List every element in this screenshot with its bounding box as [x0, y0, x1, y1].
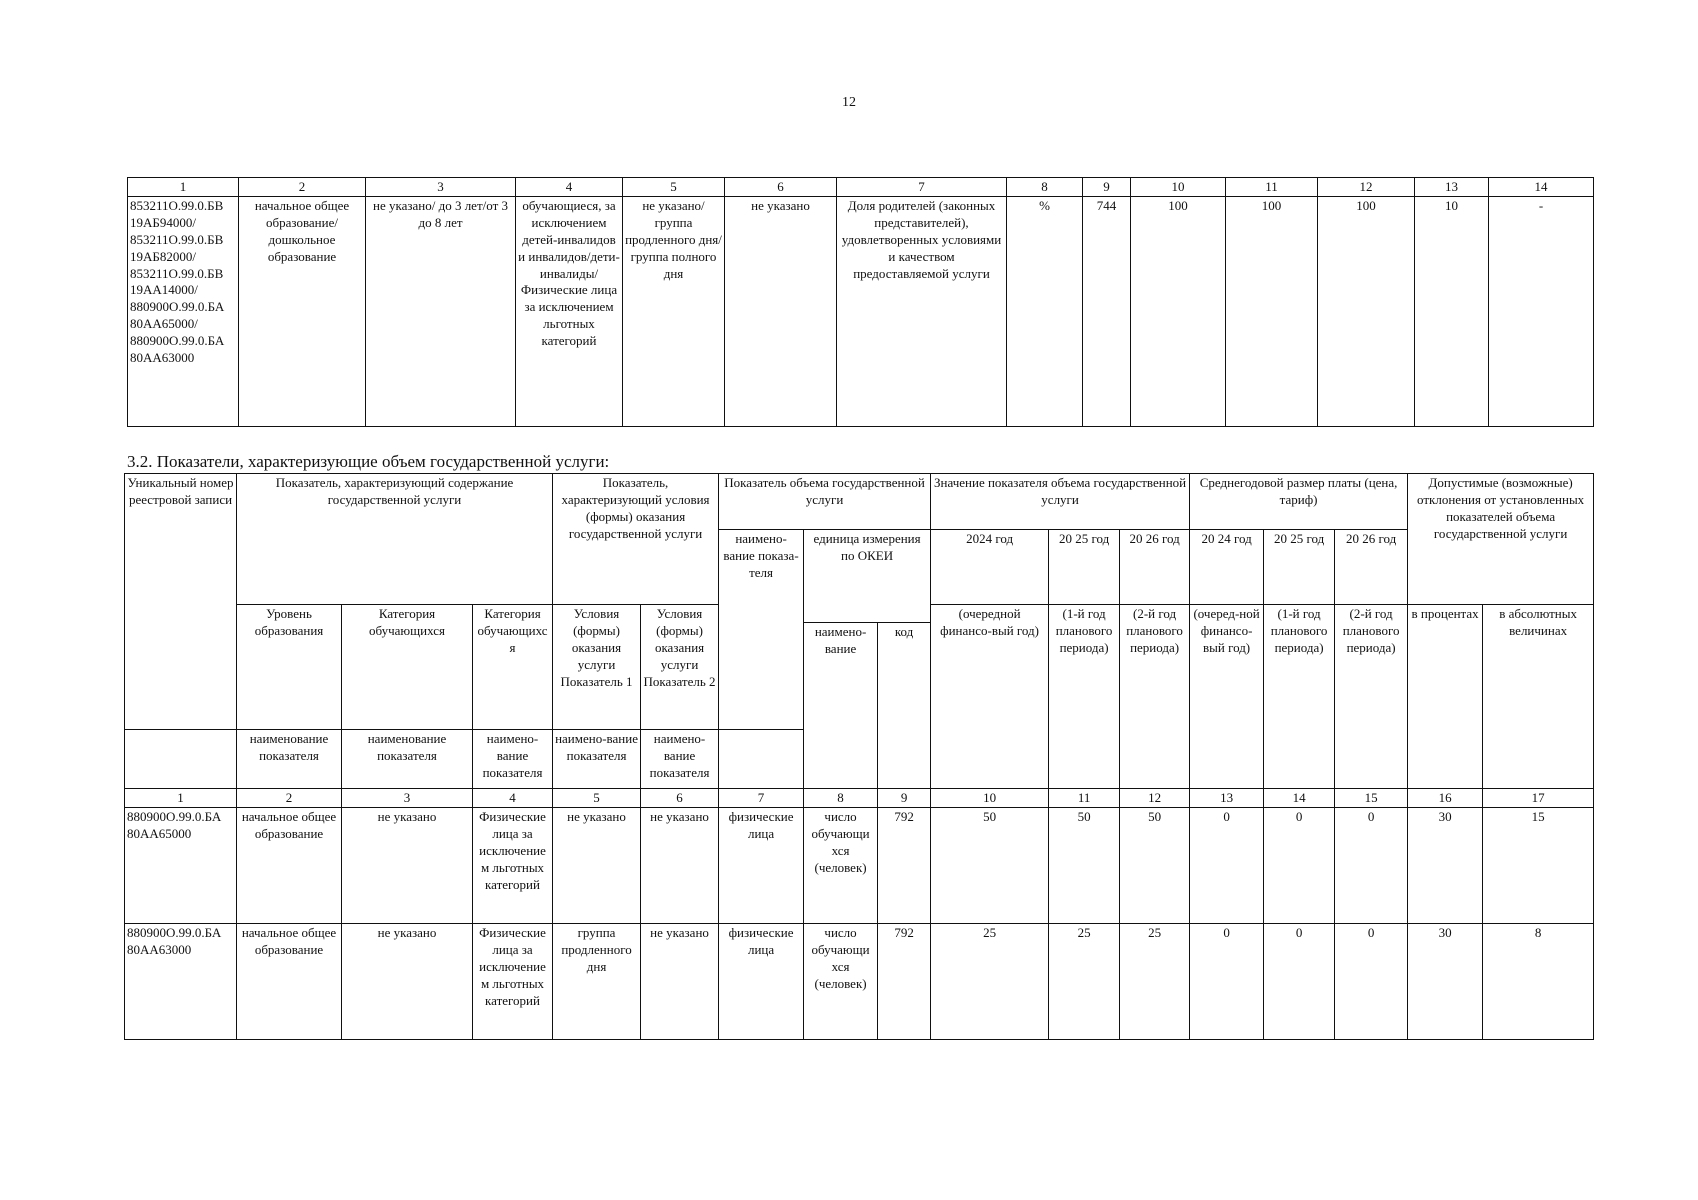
value-cell: 100 [1131, 197, 1226, 427]
header-unit-okei: единица измерения по ОКЕИ [804, 530, 931, 623]
condition-1: не указано [553, 808, 641, 924]
col-num: 10 [1131, 178, 1226, 197]
header-avg-fee: Среднегодовой размер платы (цена, тариф) [1190, 474, 1408, 530]
header-name-ind-6: наимено-вание показателя [641, 730, 719, 789]
col-num: 7 [719, 789, 804, 808]
col-num: 14 [1264, 789, 1335, 808]
col-num: 12 [1120, 789, 1190, 808]
value-cell: 50 [931, 808, 1049, 924]
col-num: 4 [473, 789, 553, 808]
registry-number: 853211О.99.0.БВ 19АБ94000/ 853211О.99.0.БВ 19АБ82000/ 853211О.99.0.БВ 19АА14000/ 880900О.99.0.БА 80АА65000/ 880900О.99.0.БА 80АА63000 [128, 197, 239, 427]
column-number-row [125, 789, 1594, 808]
value-cell: 100 [1318, 197, 1415, 427]
header-registry: Уникальный номер реестровой записи [125, 474, 237, 730]
header-conditions-indicator: Показатель, характеризующий условия (формы) оказания государственной услуги [553, 474, 719, 605]
header-name-ind-2: наименование показателя [237, 730, 342, 789]
header-category1: Категория обучающихся [342, 605, 473, 730]
unit-name: число обучающи хся (человек) [804, 924, 878, 1040]
header-plan1: (1-й год планового периода) [1049, 605, 1120, 789]
col-num: 17 [1483, 789, 1594, 808]
col-num: 11 [1226, 178, 1318, 197]
value-cell: 15 [1483, 808, 1594, 924]
indicator-name: Доля родителей (законных представителей), удовлетворенных условиями и качеством предоставляемой услуги [837, 197, 1007, 427]
table-row [125, 924, 1594, 1040]
table-row [128, 197, 1594, 427]
header-year-2026: 20 26 год [1120, 530, 1190, 605]
education-level: начальное общее образование/ дошкольное образование [239, 197, 366, 427]
unit-name: число обучающи хся (человек) [804, 808, 878, 924]
col-num: 9 [878, 789, 931, 808]
header-name-ind-4: наимено-вание показателя [473, 730, 553, 789]
section-title: 3.2. Показатели, характеризующие объем государственной услуги: [127, 452, 610, 471]
col-num: 5 [553, 789, 641, 808]
value-cell: 30 [1408, 924, 1483, 1040]
header-empty [125, 730, 237, 789]
col-num: 2 [237, 789, 342, 808]
condition-1: группа продленного дня [553, 924, 641, 1040]
condition-2: не указано [641, 808, 719, 924]
header-cond2: Условия (формы) оказания услуги Показатель 2 [641, 605, 719, 730]
header-plan2: (2-й год планового периода) [1120, 605, 1190, 789]
col-num: 13 [1190, 789, 1264, 808]
col-num: 12 [1318, 178, 1415, 197]
table-row [125, 808, 1594, 924]
header-content-indicator: Показатель, характеризующий содержание государственной услуги [237, 474, 553, 605]
cell-col6: не указано [725, 197, 837, 427]
group-type: не указано/ группа продленного дня/ группа полного дня [623, 197, 725, 427]
col-num: 1 [128, 178, 239, 197]
education-level: начальное общее образование [237, 808, 342, 924]
header-volume-value: Значение показателя объема государственной услуги [931, 474, 1190, 530]
col-num: 5 [623, 178, 725, 197]
header-deviations: Допустимые (возможные) отклонения от установленных показателей объема государственной услуги [1408, 474, 1594, 605]
col-num: 10 [931, 789, 1049, 808]
value-cell: 0 [1190, 924, 1264, 1040]
value-cell: 100 [1226, 197, 1318, 427]
category-1: не указано [342, 924, 473, 1040]
header-name-ind-5: наимено-вание показателя [553, 730, 641, 789]
header-category2: Категория обучающихся [473, 605, 553, 730]
registry-number: 880900О.99.0.БА 80АА63000 [125, 924, 237, 1040]
age-group: не указано/ до 3 лет/от 3 до 8 лет [366, 197, 516, 427]
col-num: 14 [1489, 178, 1594, 197]
value-cell: 25 [1120, 924, 1190, 1040]
col-num: 6 [641, 789, 719, 808]
header-unit-name: наимено-вание [804, 623, 878, 789]
value-cell: 0 [1264, 924, 1335, 1040]
header-plan1-b: (1-й год планового периода) [1264, 605, 1335, 789]
header-cond1: Условия (формы) оказания услуги Показатель 1 [553, 605, 641, 730]
col-num: 8 [804, 789, 878, 808]
okei-code: 744 [1083, 197, 1131, 427]
header-in-percent: в процентах [1408, 605, 1483, 789]
volume-indicators-table [124, 473, 1594, 1040]
header-year-2025b: 20 25 год [1264, 530, 1335, 605]
col-num: 9 [1083, 178, 1131, 197]
col-num: 8 [1007, 178, 1083, 197]
value-cell: 0 [1190, 808, 1264, 924]
col-num: 3 [366, 178, 516, 197]
unit-name: % [1007, 197, 1083, 427]
value-cell: 0 [1264, 808, 1335, 924]
value-cell: 0 [1335, 808, 1408, 924]
col-num: 7 [837, 178, 1007, 197]
value-cell: 8 [1483, 924, 1594, 1040]
value-cell: - [1489, 197, 1594, 427]
header-name-ind-3: наименование показателя [342, 730, 473, 789]
col-num: 3 [342, 789, 473, 808]
value-cell: 50 [1120, 808, 1190, 924]
header-in-absolute: в абсолютных величинах [1483, 605, 1594, 789]
condition-2: не указано [641, 924, 719, 1040]
page-number: 12 [842, 95, 856, 110]
col-num: 16 [1408, 789, 1483, 808]
col-num: 2 [239, 178, 366, 197]
header-plan2-b: (2-й год планового периода) [1335, 605, 1408, 789]
header-unit-code: код [878, 623, 931, 789]
category-2: Физические лица за исключение м льготных категорий [473, 808, 553, 924]
col-num: 11 [1049, 789, 1120, 808]
header-year-2025: 20 25 год [1049, 530, 1120, 605]
category-1: не указано [342, 808, 473, 924]
value-cell: 10 [1415, 197, 1489, 427]
indicator-name: физические лица [719, 808, 804, 924]
education-level: начальное общее образование [237, 924, 342, 1040]
col-num: 4 [516, 178, 623, 197]
value-cell: 25 [1049, 924, 1120, 1040]
unit-code: 792 [878, 808, 931, 924]
category-2: Физические лица за исключение м льготных категорий [473, 924, 553, 1040]
col-num: 1 [125, 789, 237, 808]
unit-code: 792 [878, 924, 931, 1040]
col-num: 15 [1335, 789, 1408, 808]
header-indicator-name: наимено-вание показа-теля [719, 530, 804, 730]
header-next-year: (очередной финансо-вый год) [931, 605, 1049, 789]
header-level: Уровень образования [237, 605, 342, 730]
value-cell: 0 [1335, 924, 1408, 1040]
value-cell: 25 [931, 924, 1049, 1040]
value-cell: 50 [1049, 808, 1120, 924]
indicator-name: физические лица [719, 924, 804, 1040]
header-year-2026b: 20 26 год [1335, 530, 1408, 605]
header-empty [719, 730, 804, 789]
header-volume-indicator: Показатель объема государственной услуги [719, 474, 931, 530]
header-year-2024b: 20 24 год [1190, 530, 1264, 605]
column-number-row [128, 178, 1594, 197]
header-next-year-b: (очеред-ной финансо-вый год) [1190, 605, 1264, 789]
student-category: обучающиеся, за исключением детей-инвалидов и инвалидов/дети-инвалиды/ Физические лица за исключением льготных категорий [516, 197, 623, 427]
value-cell: 30 [1408, 808, 1483, 924]
col-num: 13 [1415, 178, 1489, 197]
registry-number: 880900О.99.0.БА 80АА65000 [125, 808, 237, 924]
col-num: 6 [725, 178, 837, 197]
header-year-2024: 2024 год [931, 530, 1049, 605]
quality-indicators-table [127, 177, 1594, 427]
